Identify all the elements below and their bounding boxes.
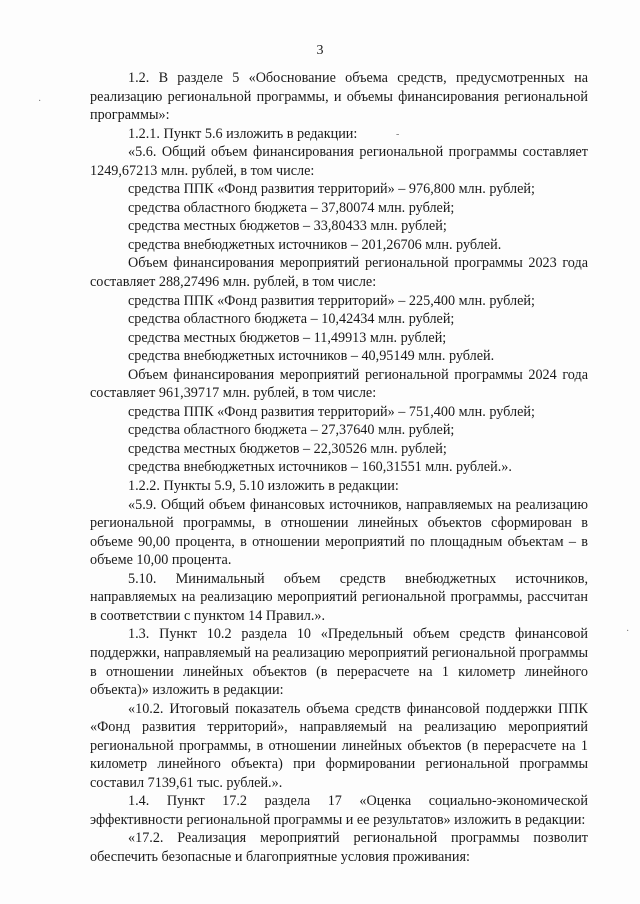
paragraph: «5.6. Общий объем финансирования региональной программы составляет 1249,67213 млн. рублей, в том числе:	[90, 144, 588, 179]
paragraph: 1.2. В разделе 5 «Обоснование объема средств, предусмотренных на реализацию региональной программы, и объемы финансирования региональной программы»:	[90, 70, 588, 124]
paragraph: 5.10. Минимальный объем средств внебюджетных источников, направляемых на реализацию мероприятий региональной программы, рассчитан в соответствии с пунктом 14 Правил.».	[90, 570, 588, 624]
paragraph: Объем финансирования мероприятий региональной программы 2024 года составляет 961,39717 млн. рублей, в том числе:	[90, 366, 588, 402]
list-item: средства ППК «Фонд развития территорий» – 751,400 млн. рублей;	[128, 403, 535, 420]
paragraph: 1.2.1. Пункт 5.6 изложить в редакции:	[128, 125, 358, 142]
list-item: средства внебюджетных источников – 201,26706 млн. рублей.	[128, 236, 502, 253]
list-item: средства местных бюджетов – 33,80433 млн. рублей;	[128, 218, 447, 235]
list-item: средства внебюджетных источников – 40,95149 млн. рублей.	[128, 348, 495, 365]
list-item: средства внебюджетных источников – 160,31551 млн. рублей.».	[128, 459, 512, 476]
list-item: средства областного бюджета – 27,37640 млн. рублей;	[128, 422, 455, 439]
list-item: средства местных бюджетов – 22,30526 млн. рублей;	[128, 440, 447, 457]
page-number: 3	[316, 43, 324, 58]
paragraph: «17.2. Реализация мероприятий региональной программы позволит обеспечить безопасные и благоприятные условия проживания:	[90, 830, 588, 865]
scan-speck: ·	[626, 626, 630, 637]
paragraph: 1.3. Пункт 10.2 раздела 10 «Предельный объем средств финансовой поддержки, направляемый на реализацию мероприятий региональной программы в отношении линейных объектов (в перерасчете на 1 километр линейного объекта)» изложить в редакции:	[90, 626, 588, 699]
list-item: средства ППК «Фонд развития территорий» – 976,800 млн. рублей;	[128, 181, 535, 198]
scan-speck: ·	[38, 96, 42, 107]
list-item: средства ППК «Фонд развития территорий» – 225,400 млн. рублей;	[128, 292, 535, 309]
list-item: средства областного бюджета – 10,42434 млн. рублей;	[128, 311, 455, 328]
list-item: средства областного бюджета – 37,80074 млн. рублей;	[128, 199, 455, 216]
paragraph: 1.2.2. Пункты 5.9, 5.10 изложить в редакции:	[128, 478, 399, 495]
list-item: средства местных бюджетов – 11,49913 млн. рублей;	[128, 329, 447, 346]
paragraph: «5.9. Общий объем финансовых источников, направляемых на реализацию региональной программы, в отношении линейных объектов сформирован в объеме 90,00 процента, в отношении мероприятий по площадным объектам – в объеме 10,00 процента.	[90, 496, 588, 569]
paragraph: Объем финансирования мероприятий региональной программы 2023 года составляет 288,27496 млн. рублей, в том числе:	[90, 255, 588, 291]
paragraph: 1.4. Пункт 17.2 раздела 17 «Оценка социально-экономической эффективности региональной программы и ее результатов» изложить в редакции:	[90, 793, 588, 828]
scan-speck: -	[396, 129, 400, 140]
paragraph: «10.2. Итоговый показатель объема средств финансовой поддержки ППК «Фонд развития территорий», направляемый на реализацию мероприятий региональной программы, в отношении линейных объектов (в перерасчете на 1 километр линейного объекта) при формировании региональной программы составил 7139,61 тыс. рублей.».	[90, 700, 588, 791]
document-body	[90, 69, 588, 867]
